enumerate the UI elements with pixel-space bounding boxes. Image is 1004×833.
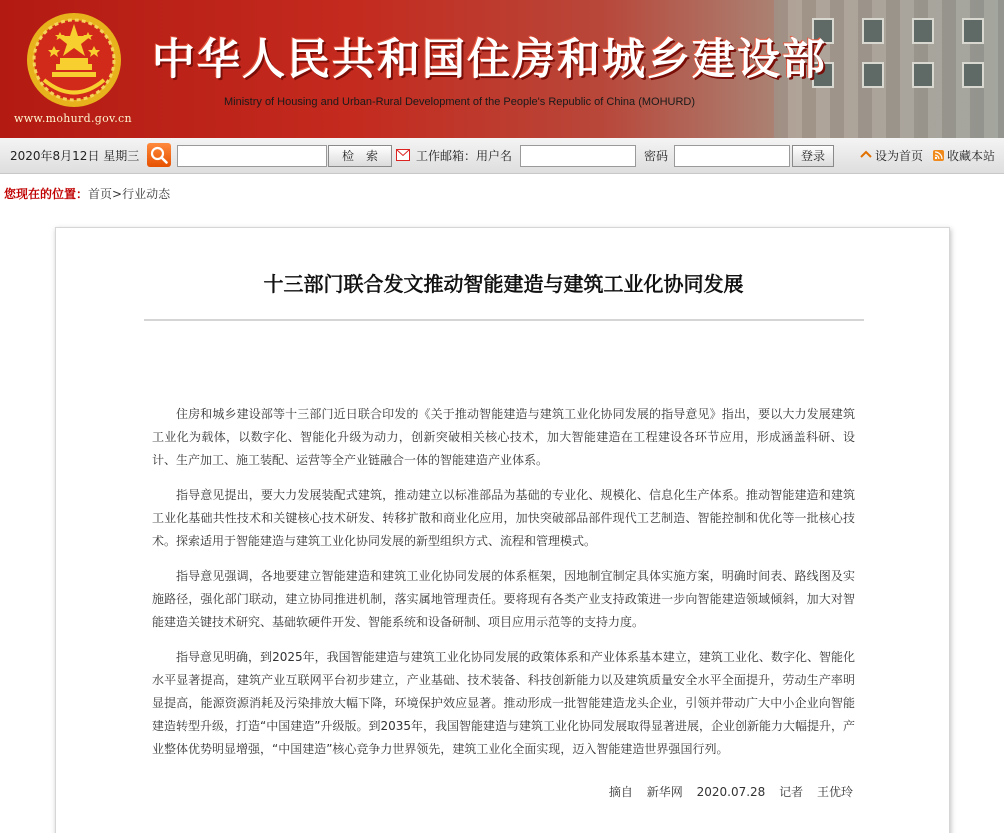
title-divider — [144, 319, 864, 321]
search-button[interactable]: 检 索 — [328, 145, 392, 167]
search-input[interactable] — [177, 145, 327, 167]
reporter-label: 记者 — [779, 785, 804, 799]
source-prefix: 摘自 — [608, 785, 633, 799]
header-banner — [0, 0, 1004, 138]
source-name: 新华网 — [646, 785, 683, 799]
building-window — [912, 18, 934, 44]
login-button[interactable]: 登录 — [792, 145, 834, 167]
article-body — [152, 403, 855, 773]
search-icon[interactable] — [147, 143, 171, 167]
article-panel — [55, 227, 950, 833]
article-paragraph: 住房和城乡建设部等十三部门近日联合印发的《关于推动智能建造与建筑工业化协同发展的指导意见》指出，要以大力发展建筑工业化为载体，以数字化、智能化升级为动力，创新突破相关核心技术，加大智能建造在工程建设各环节应用，形成涵盖科研、设计、生产加工、施工装配、运营等全产业链融合一体的智能建造产业体系。 — [152, 407, 855, 467]
reporter-name: 王优玲 — [816, 785, 853, 799]
password-input[interactable] — [674, 145, 790, 167]
mail-username-label: 工作邮箱：用户名 — [416, 149, 513, 163]
rss-icon — [933, 150, 944, 161]
breadcrumb-home-link[interactable]: 首页 — [88, 187, 113, 201]
site-url[interactable]: www.mohurd.gov.cn — [14, 112, 132, 125]
publish-date: 2020.07.28 — [696, 785, 766, 799]
top-toolbar — [0, 138, 1004, 174]
site-title: 中华人民共和国住房和城乡建设部 — [152, 35, 827, 85]
breadcrumb-separator: > — [112, 187, 123, 201]
breadcrumb-current-link[interactable]: 行业动态 — [122, 187, 171, 201]
building-window — [912, 62, 934, 88]
password-label: 密码 — [644, 149, 669, 163]
home-icon — [860, 150, 872, 162]
article-source-line — [599, 783, 853, 800]
breadcrumb-label: 您现在的位置： — [4, 187, 89, 201]
building-window — [962, 18, 984, 44]
mail-icon — [396, 149, 410, 161]
article-paragraph: 指导意见提出，要大力发展装配式建筑，推动建立以标准部品为基础的专业化、规模化、信息化生产体系。推动智能建造和建筑工业化基础共性技术和关键核心技术研发、转移扩散和商业化应用，加快突破部品部件现代工艺制造、智能控制和优化等一批核心技术。探索适用于智能建造与建筑工业化协同发展的新型组织方式、流程和管理模式。 — [152, 488, 855, 548]
breadcrumb — [4, 185, 170, 202]
article-title: 十三部门联合发文推动智能建造与建筑工业化协同发展 — [263, 272, 744, 296]
bookmark-link[interactable]: 收藏本站 — [947, 149, 996, 163]
building-window — [862, 18, 884, 44]
current-date: 2020年8月12日 星期三 — [10, 149, 140, 163]
article-paragraph: 指导意见明确，到2025年，我国智能建造与建筑工业化协同发展的政策体系和产业体系基本建立，建筑工业化、数字化、智能化水平显著提高，建筑产业互联网平台初步建立，产业基础、技术装备、科技创新能力以及建筑质量安全水平全面提升，劳动生产率明显提高，能源资源消耗及污染排放大幅下降，环境保护效应显著。推动形成一批智能建造龙头企业，引领并带动广大中小企业向智能建造转型升级，打造“中国建造”升级版。到2035年，我国智能建造与建筑工业化协同发展取得显著进展，企业创新能力大幅提升，产业整体优势明显增强，“中国建造”核心竞争力世界领先，建筑工业化全面实现，迈入智能建造世界强国行列。 — [152, 650, 855, 756]
mail-username-input[interactable] — [520, 145, 636, 167]
article-paragraph: 指导意见强调，各地要建立智能建造和建筑工业化协同发展的体系框架，因地制宜制定具体实施方案，明确时间表、路线图及实施路径，强化部门联动，建立协同推进机制，落实属地管理责任。要将现有各类产业支持政策进一步向智能建造领域倾斜，加大对智能建造关键技术研究、基础软硬件开发、智能系统和设备研制、项目应用示范等的支持力度。 — [152, 569, 855, 629]
set-home-link[interactable]: 设为首页 — [875, 149, 924, 163]
site-subtitle: Ministry of Housing and Urban-Rural Development of the People's Republic of China (MOHURD) — [224, 96, 696, 108]
national-emblem-icon — [24, 10, 124, 110]
building-window — [862, 62, 884, 88]
building-window — [962, 62, 984, 88]
